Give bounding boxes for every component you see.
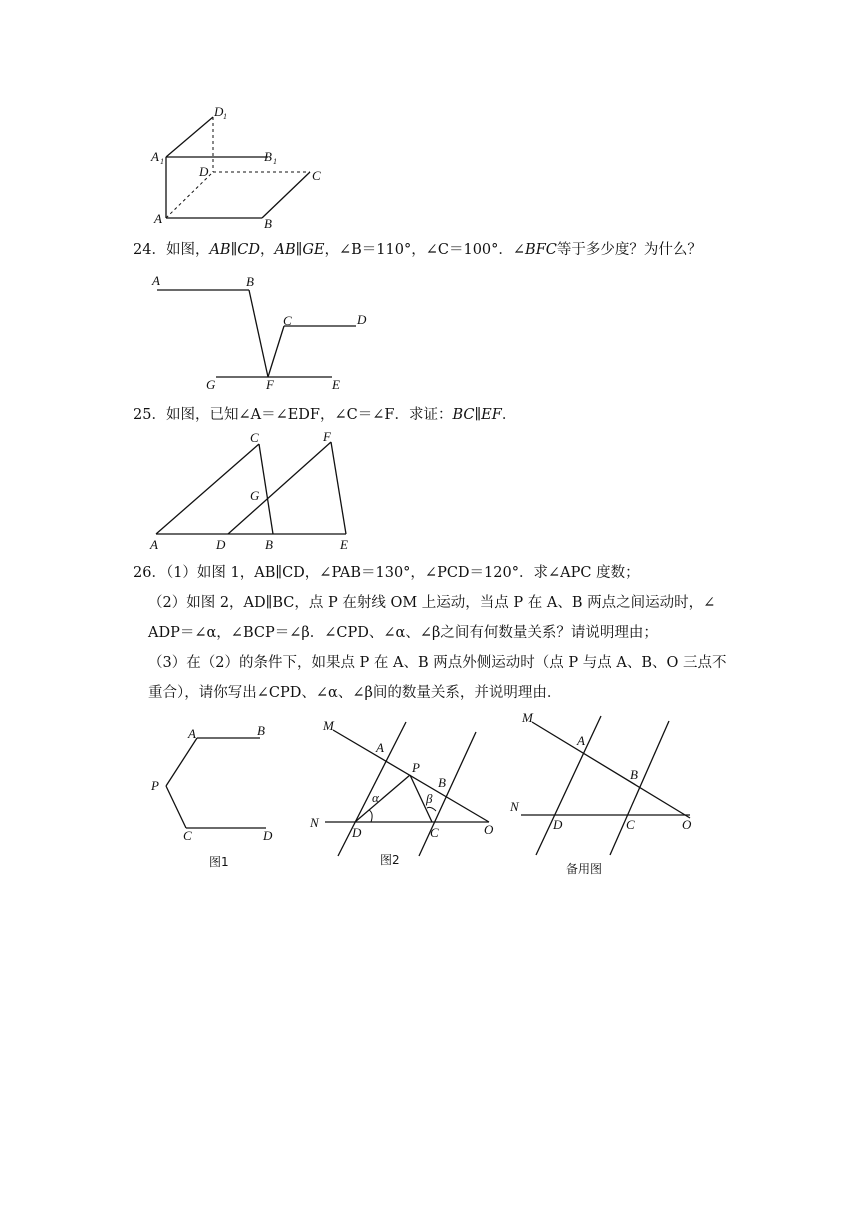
q24-rel2: AB∥GE [274, 242, 325, 258]
q25-label-g: G [250, 488, 260, 503]
q24-sep3: ， [411, 242, 426, 258]
q26-number: 26． [133, 565, 166, 581]
q24-tail: 等于多少度？为什么？ [556, 242, 702, 258]
q24-label-g: G [206, 377, 216, 392]
q24-label-d: D [357, 312, 367, 327]
prism-label-c: C [312, 168, 321, 183]
fig3-caption: 备用图 [566, 862, 603, 876]
fig1-label-d: D [263, 828, 273, 843]
q26-part1: （1）如图 1，AB∥CD，∠PAB＝130°，∠PCD＝120°．求∠APC 度数； [165, 565, 640, 581]
q24-label-c: C [283, 313, 292, 328]
fig1-label-p: P [151, 778, 159, 793]
q25-label-e: E [340, 537, 348, 552]
fig2-caption: 图2 [380, 853, 400, 867]
q25-end: ． [501, 407, 517, 423]
prism-label-a1: A [151, 149, 159, 164]
prism-label-d1-sub: 1 [223, 112, 227, 121]
q25-goal: BC∥EF [452, 407, 502, 423]
q25-label-b: B [265, 537, 273, 552]
fig3-label-c: C [626, 817, 635, 832]
q24-sep2: ， [324, 242, 339, 258]
q24-cond2: ∠C＝100° [425, 242, 499, 258]
prism-label-b1: B [264, 149, 272, 164]
fig2-label-alpha: α [372, 790, 379, 805]
q24-label-a: A [152, 273, 160, 288]
q26-line2: （2）如图 2，AD∥BC，点 P 在射线 OM 上运动，当点 P 在 A、B 两点之间运动时，∠ [148, 595, 716, 611]
fig2-label-a: A [376, 740, 384, 755]
fig1-label-b: B [257, 723, 265, 738]
q25-cond2: ∠C＝∠F [334, 407, 395, 423]
prism-label-a1-sub: 1 [160, 157, 164, 166]
fig2-label-p: P [412, 760, 420, 775]
q24-sep1: ， [260, 242, 275, 258]
fig3-label-n: N [510, 799, 519, 814]
q25-label-d: D [216, 537, 226, 552]
q24-label-e: E [332, 377, 340, 392]
fig3-label-a: A [577, 733, 585, 748]
prism-label-d: D [199, 164, 209, 179]
fig3-label-b: B [630, 767, 638, 782]
q24-rel1: AB∥CD [209, 242, 260, 258]
fig1-label-c: C [183, 828, 192, 843]
q25-label-f: F [323, 429, 331, 444]
fig2-label-m: M [323, 718, 334, 733]
q25-cond1: ∠A＝∠EDF [238, 407, 320, 423]
fig3-label-m: M [522, 710, 533, 725]
q25-label-c: C [250, 430, 259, 445]
prism-label-b: B [264, 216, 272, 231]
q24-sep4: ． [498, 242, 513, 258]
fig2-label-beta: β [426, 791, 433, 806]
prism-label-b1-sub: 1 [273, 157, 277, 166]
q24-label-f: F [266, 377, 274, 392]
q25-sep2: ．求证： [394, 407, 453, 423]
fig2-label-d: D [352, 825, 362, 840]
q25-sep1: ， [320, 407, 335, 423]
q26-line4: （3）在（2）的条件下，如果点 P 在 A、B 两点外侧运动时（点 P 与点 A、B、O 三点不 [148, 655, 727, 671]
fig2-label-c: C [430, 825, 439, 840]
q24-label-b: B [246, 274, 254, 289]
prism-label-a: A [154, 211, 162, 226]
q24-cond1: ∠B＝110° [339, 242, 412, 258]
fig2-label-b: B [438, 775, 446, 790]
q25-number: 25． [133, 407, 166, 423]
fig1-caption: 图1 [209, 855, 229, 869]
fig2-label-o: O [484, 822, 494, 837]
fig1-label-a: A [188, 726, 196, 741]
fig3-label-d: D [553, 817, 563, 832]
q25-label-a: A [150, 537, 158, 552]
q24-number: 24． [133, 242, 166, 258]
q26-line5: 重合），请你写出∠CPD、∠α、∠β间的数量关系，并说明理由． [148, 685, 562, 701]
q24-pre: 如图， [165, 242, 210, 258]
fig3-label-o: O [682, 817, 692, 832]
prism-label-d1: D [214, 104, 224, 119]
q25-pre: 如图，已知 [165, 407, 239, 423]
q26-line3: ADP＝∠α，∠BCP＝∠β．∠CPD、∠α、∠β之间有何数量关系？请说明理由； [148, 625, 658, 641]
q24-ask: ∠BFC [512, 242, 557, 258]
fig2-label-n: N [310, 815, 319, 830]
